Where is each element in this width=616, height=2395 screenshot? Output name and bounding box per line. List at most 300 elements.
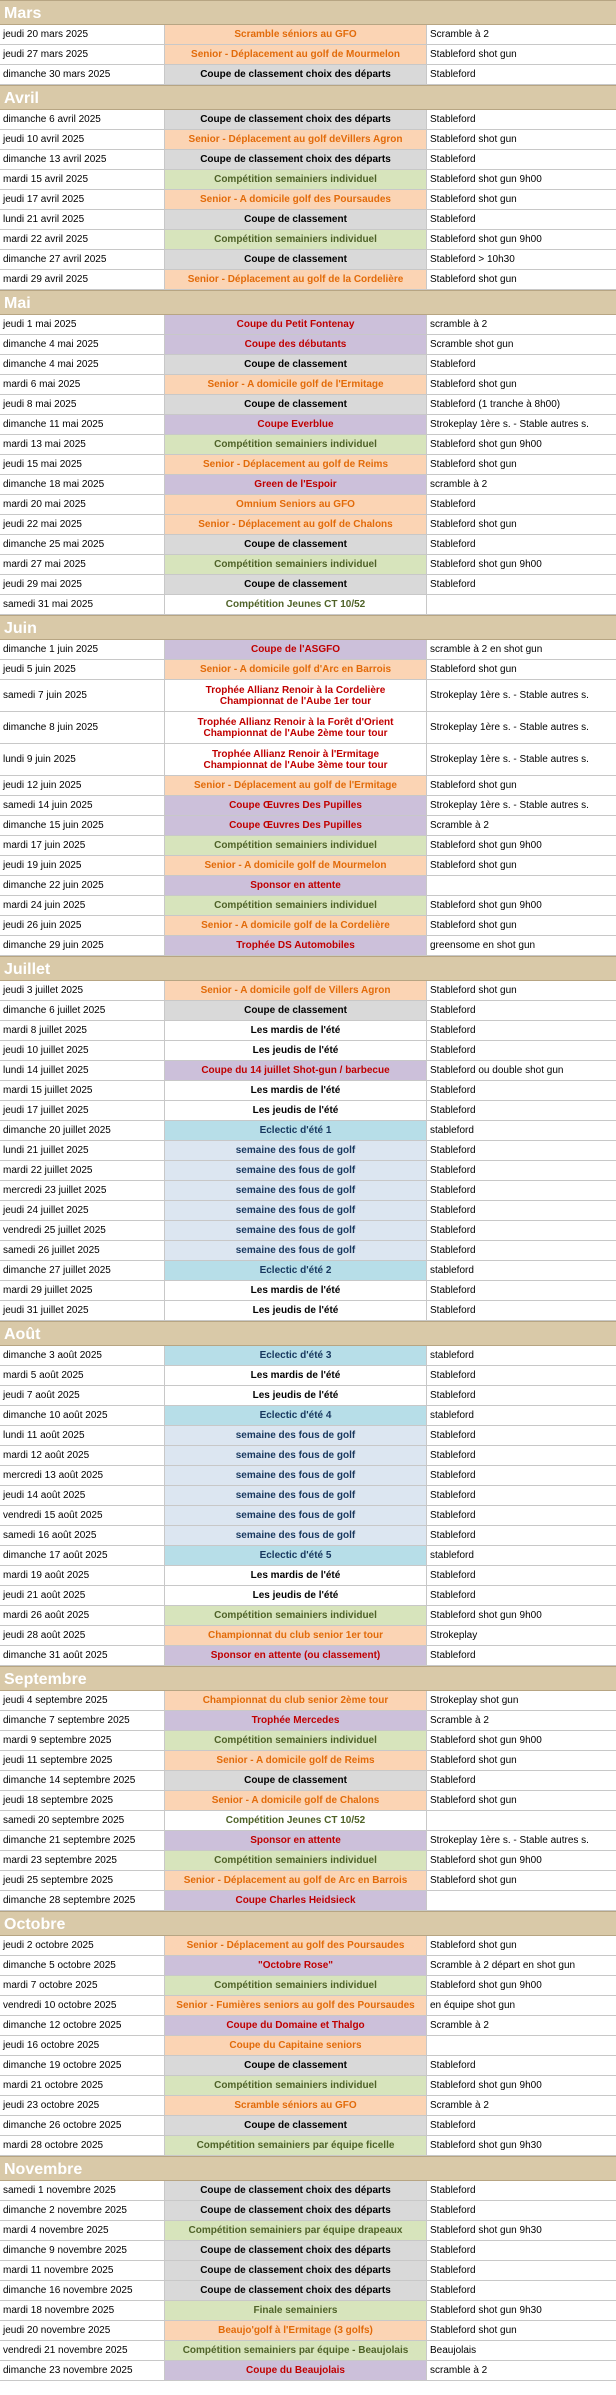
table-row bbox=[0, 2056, 616, 2076]
table-row bbox=[0, 1141, 616, 1161]
event-cell: Les mardis de l'été bbox=[165, 1366, 427, 1385]
event-cell: Les jeudis de l'été bbox=[165, 1041, 427, 1060]
table-row bbox=[0, 1061, 616, 1081]
date-cell: jeudi 20 mars 2025 bbox=[0, 25, 165, 44]
format-cell: Stableford shot gun bbox=[430, 194, 517, 205]
format-cell: Stableford shot gun 9h00 bbox=[430, 1610, 542, 1621]
date-cell: jeudi 25 septembre 2025 bbox=[0, 1871, 165, 1890]
date-cell: mardi 29 avril 2025 bbox=[0, 270, 165, 289]
event-cell: semaine des fous de golf bbox=[165, 1241, 427, 1260]
event-cell: semaine des fous de golf bbox=[165, 1201, 427, 1220]
event-line: Championnat de l'Aube 1er tour bbox=[219, 695, 372, 707]
table-row bbox=[0, 1891, 616, 1911]
date-cell: dimanche 18 mai 2025 bbox=[0, 475, 165, 494]
event-cell: Coupe de classement choix des départs bbox=[165, 150, 427, 169]
table-row bbox=[0, 1936, 616, 1956]
date-cell: jeudi 15 mai 2025 bbox=[0, 455, 165, 474]
month-header: Mars bbox=[0, 0, 616, 25]
event-cell: "Octobre Rose" bbox=[165, 1956, 427, 1975]
month-section bbox=[0, 956, 616, 1321]
format-cell: Stableford bbox=[430, 1370, 476, 1381]
event-cell: Coupe Œuvres Des Pupilles bbox=[165, 816, 427, 835]
format-cell: Stableford bbox=[430, 1225, 476, 1236]
event-cell: Coupe de classement bbox=[165, 2116, 427, 2135]
date-cell: dimanche 21 septembre 2025 bbox=[0, 1831, 165, 1850]
date-cell: dimanche 13 avril 2025 bbox=[0, 150, 165, 169]
event-cell: Compétition semainiers par équipe drapeaux bbox=[165, 2221, 427, 2240]
date-cell: dimanche 19 octobre 2025 bbox=[0, 2056, 165, 2075]
month-header: Octobre bbox=[0, 1911, 616, 1936]
table-row bbox=[0, 415, 616, 435]
date-cell: jeudi 23 octobre 2025 bbox=[0, 2096, 165, 2115]
format-cell: Stableford shot gun bbox=[430, 274, 517, 285]
format-cell: Stableford bbox=[430, 2120, 476, 2131]
format-cell: Stableford shot gun 9h30 bbox=[430, 2305, 542, 2316]
event-cell: semaine des fous de golf bbox=[165, 1526, 427, 1545]
event-cell: Coupe de classement bbox=[165, 575, 427, 594]
date-cell: vendredi 15 août 2025 bbox=[0, 1506, 165, 1525]
format-cell: stableford bbox=[430, 1265, 474, 1276]
table-row bbox=[0, 2116, 616, 2136]
table-row bbox=[0, 1426, 616, 1446]
format-cell: Beaujolais bbox=[430, 2345, 477, 2356]
table-row bbox=[0, 1546, 616, 1566]
table-row bbox=[0, 2341, 616, 2361]
event-cell: Senior - Fumières seniors au golf des Poursaudes bbox=[165, 1996, 427, 2015]
format-cell: Stableford bbox=[430, 1490, 476, 1501]
event-cell: Sponsor en attente bbox=[165, 876, 427, 895]
event-cell: Senior - A domicile golf des Poursaudes bbox=[165, 190, 427, 209]
event-cell: Les mardis de l'été bbox=[165, 1281, 427, 1300]
format-cell: Stableford shot gun bbox=[430, 780, 517, 791]
date-cell: mardi 18 novembre 2025 bbox=[0, 2301, 165, 2320]
date-cell: lundi 21 juillet 2025 bbox=[0, 1141, 165, 1160]
table-row bbox=[0, 25, 616, 45]
event-cell: Senior - A domicile golf de Chalons bbox=[165, 1791, 427, 1810]
format-cell: Stableford bbox=[430, 1145, 476, 1156]
table-row bbox=[0, 2016, 616, 2036]
format-cell: Stableford shot gun 9h00 bbox=[430, 840, 542, 851]
date-cell: dimanche 1 juin 2025 bbox=[0, 640, 165, 659]
date-cell: dimanche 16 novembre 2025 bbox=[0, 2281, 165, 2300]
format-cell: Stableford shot gun 9h00 bbox=[430, 1980, 542, 1991]
table-row bbox=[0, 2076, 616, 2096]
event-cell: Coupe de classement bbox=[165, 535, 427, 554]
event-cell: Les jeudis de l'été bbox=[165, 1301, 427, 1320]
event-cell: Compétition semainiers individuel bbox=[165, 836, 427, 855]
date-cell: dimanche 4 mai 2025 bbox=[0, 355, 165, 374]
event-cell: Coupe de classement bbox=[165, 250, 427, 269]
table-row bbox=[0, 660, 616, 680]
format-cell: Scramble à 2 bbox=[430, 2020, 489, 2031]
table-row bbox=[0, 1526, 616, 1546]
event-cell bbox=[165, 680, 427, 711]
event-cell: Senior - Déplacement au golf de Arc en Barrois bbox=[165, 1871, 427, 1890]
format-cell: Stableford bbox=[430, 1185, 476, 1196]
table-row bbox=[0, 435, 616, 455]
event-cell: Coupe de classement bbox=[165, 1771, 427, 1790]
event-cell: Coupe de classement choix des départs bbox=[165, 2281, 427, 2300]
date-cell: mardi 27 mai 2025 bbox=[0, 555, 165, 574]
month-section bbox=[0, 1911, 616, 2156]
date-cell: dimanche 6 avril 2025 bbox=[0, 110, 165, 129]
table-row bbox=[0, 230, 616, 250]
date-cell: dimanche 2 novembre 2025 bbox=[0, 2201, 165, 2220]
date-cell: mardi 28 octobre 2025 bbox=[0, 2136, 165, 2155]
table-row bbox=[0, 2361, 616, 2381]
event-cell: Compétition semainiers par équipe ficelle bbox=[165, 2136, 427, 2155]
date-cell: dimanche 29 juin 2025 bbox=[0, 936, 165, 955]
event-cell: semaine des fous de golf bbox=[165, 1221, 427, 1240]
table-row bbox=[0, 1566, 616, 1586]
format-cell: Stableford bbox=[430, 1085, 476, 1096]
date-cell: jeudi 10 juillet 2025 bbox=[0, 1041, 165, 1060]
date-cell: dimanche 15 juin 2025 bbox=[0, 816, 165, 835]
table-row bbox=[0, 1791, 616, 1811]
format-cell: Stableford shot gun bbox=[430, 379, 517, 390]
format-cell: Stableford shot gun bbox=[430, 519, 517, 530]
table-row bbox=[0, 1161, 616, 1181]
date-cell: dimanche 6 juillet 2025 bbox=[0, 1001, 165, 1020]
format-cell: Stableford bbox=[430, 1305, 476, 1316]
event-cell: Senior - A domicile golf de Villers Agron bbox=[165, 981, 427, 1000]
date-cell: samedi 1 novembre 2025 bbox=[0, 2181, 165, 2200]
table-row bbox=[0, 856, 616, 876]
event-cell: Coupe Œuvres Des Pupilles bbox=[165, 796, 427, 815]
format-cell: Scramble à 2 bbox=[430, 1715, 489, 1726]
table-row bbox=[0, 375, 616, 395]
table-row bbox=[0, 744, 616, 776]
event-cell: Compétition semainiers individuel bbox=[165, 2076, 427, 2095]
event-cell: Omnium Seniors au GFO bbox=[165, 495, 427, 514]
date-cell: lundi 11 août 2025 bbox=[0, 1426, 165, 1445]
event-cell: Finale semainiers bbox=[165, 2301, 427, 2320]
event-cell: semaine des fous de golf bbox=[165, 1141, 427, 1160]
date-cell: mardi 13 mai 2025 bbox=[0, 435, 165, 454]
table-row bbox=[0, 2321, 616, 2341]
date-cell: dimanche 5 octobre 2025 bbox=[0, 1956, 165, 1975]
format-cell: Stableford bbox=[430, 114, 476, 125]
table-row bbox=[0, 535, 616, 555]
month-header: Juillet bbox=[0, 956, 616, 981]
event-cell: Senior - Déplacement au golf de Mourmelon bbox=[165, 45, 427, 64]
table-row bbox=[0, 1121, 616, 1141]
month-header: Septembre bbox=[0, 1666, 616, 1691]
format-cell: Stableford bbox=[430, 2265, 476, 2276]
table-row bbox=[0, 1851, 616, 1871]
format-cell: Stableford shot gun bbox=[430, 459, 517, 470]
format-cell: Stableford bbox=[430, 1245, 476, 1256]
table-row bbox=[0, 45, 616, 65]
format-cell bbox=[427, 876, 616, 895]
table-row bbox=[0, 1466, 616, 1486]
event-line: Trophée Allianz Renoir à l'Ermitage bbox=[211, 748, 380, 760]
month-header: Novembre bbox=[0, 2156, 616, 2181]
table-row bbox=[0, 1446, 616, 1466]
date-cell: dimanche 3 août 2025 bbox=[0, 1346, 165, 1365]
format-cell: Stableford shot gun bbox=[430, 49, 517, 60]
format-cell: Stableford bbox=[430, 1430, 476, 1441]
date-cell: dimanche 7 septembre 2025 bbox=[0, 1711, 165, 1730]
table-row bbox=[0, 2096, 616, 2116]
format-cell bbox=[427, 1811, 616, 1830]
table-row bbox=[0, 1486, 616, 1506]
date-cell: jeudi 4 septembre 2025 bbox=[0, 1691, 165, 1710]
event-cell: Green de l'Espoir bbox=[165, 475, 427, 494]
format-cell: Stableford bbox=[430, 1650, 476, 1661]
table-row bbox=[0, 2261, 616, 2281]
event-cell: Eclectic d'été 5 bbox=[165, 1546, 427, 1565]
event-cell: semaine des fous de golf bbox=[165, 1426, 427, 1445]
date-cell: mardi 20 mai 2025 bbox=[0, 495, 165, 514]
date-cell: vendredi 25 juillet 2025 bbox=[0, 1221, 165, 1240]
date-cell: mardi 26 août 2025 bbox=[0, 1606, 165, 1625]
table-row bbox=[0, 2221, 616, 2241]
table-row bbox=[0, 1811, 616, 1831]
event-cell: Coupe de classement bbox=[165, 210, 427, 229]
date-cell: mardi 24 juin 2025 bbox=[0, 896, 165, 915]
table-row bbox=[0, 1001, 616, 1021]
event-cell: Les mardis de l'été bbox=[165, 1081, 427, 1100]
table-row bbox=[0, 475, 616, 495]
table-row bbox=[0, 2201, 616, 2221]
table-row bbox=[0, 1281, 616, 1301]
format-cell: Strokeplay 1ère s. - Stable autres s. bbox=[430, 754, 589, 765]
table-row bbox=[0, 680, 616, 712]
format-cell: Stableford shot gun 9h30 bbox=[430, 2225, 542, 2236]
event-line: Trophée Allianz Renoir à la Forêt d'Orient bbox=[197, 716, 394, 728]
event-cell: Senior - Déplacement au golf de Reims bbox=[165, 455, 427, 474]
table-row bbox=[0, 110, 616, 130]
format-cell: en équipe shot gun bbox=[430, 2000, 516, 2011]
date-cell: dimanche 8 juin 2025 bbox=[0, 712, 165, 743]
table-row bbox=[0, 455, 616, 475]
date-cell: dimanche 11 mai 2025 bbox=[0, 415, 165, 434]
date-cell: lundi 21 avril 2025 bbox=[0, 210, 165, 229]
month-section bbox=[0, 0, 616, 85]
event-line: Championnat de l'Aube 2ème tour tour bbox=[203, 727, 388, 739]
date-cell: dimanche 20 juillet 2025 bbox=[0, 1121, 165, 1140]
date-cell: jeudi 16 octobre 2025 bbox=[0, 2036, 165, 2055]
table-row bbox=[0, 2036, 616, 2056]
format-cell: Stableford bbox=[430, 2285, 476, 2296]
date-cell: jeudi 12 juin 2025 bbox=[0, 776, 165, 795]
table-row bbox=[0, 876, 616, 896]
date-cell: jeudi 27 mars 2025 bbox=[0, 45, 165, 64]
event-cell bbox=[165, 744, 427, 775]
format-cell: Stableford bbox=[430, 1450, 476, 1461]
event-cell: Coupe de classement choix des départs bbox=[165, 2181, 427, 2200]
date-cell: mardi 29 juillet 2025 bbox=[0, 1281, 165, 1300]
format-cell: greensome en shot gun bbox=[430, 940, 536, 951]
table-row bbox=[0, 315, 616, 335]
format-cell: stableford bbox=[430, 1350, 474, 1361]
date-cell: samedi 31 mai 2025 bbox=[0, 595, 165, 614]
event-cell: Senior - A domicile golf d'Arc en Barrois bbox=[165, 660, 427, 679]
format-cell: Scramble à 2 bbox=[430, 820, 489, 831]
table-row bbox=[0, 1406, 616, 1426]
format-cell: Stableford bbox=[430, 69, 476, 80]
date-cell: jeudi 22 mai 2025 bbox=[0, 515, 165, 534]
event-line: Trophée Allianz Renoir à la Cordelière bbox=[205, 684, 386, 696]
event-cell: Coupe du Beaujolais bbox=[165, 2361, 427, 2380]
event-cell: Coupe du Domaine et Thalgo bbox=[165, 2016, 427, 2035]
date-cell: dimanche 12 octobre 2025 bbox=[0, 2016, 165, 2035]
event-cell: semaine des fous de golf bbox=[165, 1161, 427, 1180]
format-cell: Stableford bbox=[430, 1390, 476, 1401]
format-cell: Strokeplay 1ère s. - Stable autres s. bbox=[430, 1835, 589, 1846]
date-cell: dimanche 23 novembre 2025 bbox=[0, 2361, 165, 2380]
table-row bbox=[0, 1626, 616, 1646]
table-row bbox=[0, 1956, 616, 1976]
format-cell: Stableford > 10h30 bbox=[430, 254, 515, 265]
date-cell: jeudi 10 avril 2025 bbox=[0, 130, 165, 149]
date-cell: samedi 7 juin 2025 bbox=[0, 680, 165, 711]
table-row bbox=[0, 250, 616, 270]
event-cell bbox=[165, 712, 427, 743]
date-cell: mardi 15 juillet 2025 bbox=[0, 1081, 165, 1100]
date-cell: jeudi 2 octobre 2025 bbox=[0, 1936, 165, 1955]
event-cell: Coupe du Capitaine seniors bbox=[165, 2036, 427, 2055]
event-cell: Scramble séniors au GFO bbox=[165, 2096, 427, 2115]
date-cell: jeudi 5 juin 2025 bbox=[0, 660, 165, 679]
format-cell: Stableford shot gun 9h00 bbox=[430, 439, 542, 450]
format-cell: Stableford shot gun 9h00 bbox=[430, 900, 542, 911]
table-row bbox=[0, 776, 616, 796]
date-cell: jeudi 28 août 2025 bbox=[0, 1626, 165, 1645]
table-row bbox=[0, 1691, 616, 1711]
format-cell bbox=[427, 1891, 616, 1910]
event-cell: Les mardis de l'été bbox=[165, 1021, 427, 1040]
format-cell: Stableford bbox=[430, 1470, 476, 1481]
month-section bbox=[0, 615, 616, 956]
format-cell: Stableford bbox=[430, 1165, 476, 1176]
table-row bbox=[0, 1871, 616, 1891]
format-cell: Stableford bbox=[430, 359, 476, 370]
event-cell: Senior - Déplacement au golf de Chalons bbox=[165, 515, 427, 534]
format-cell: Stableford bbox=[430, 1005, 476, 1016]
format-cell: Stableford bbox=[430, 1285, 476, 1296]
date-cell: samedi 20 septembre 2025 bbox=[0, 1811, 165, 1830]
format-cell: Strokeplay 1ère s. - Stable autres s. bbox=[430, 722, 589, 733]
table-row bbox=[0, 1586, 616, 1606]
date-cell: mardi 23 septembre 2025 bbox=[0, 1851, 165, 1870]
format-cell: Stableford bbox=[430, 2060, 476, 2071]
format-cell: Scramble shot gun bbox=[430, 339, 514, 350]
table-row bbox=[0, 575, 616, 595]
date-cell: jeudi 18 septembre 2025 bbox=[0, 1791, 165, 1810]
table-row bbox=[0, 1201, 616, 1221]
table-row bbox=[0, 2181, 616, 2201]
event-cell: Coupe de l'ASGFO bbox=[165, 640, 427, 659]
event-cell: Compétition semainiers individuel bbox=[165, 896, 427, 915]
date-cell: jeudi 14 août 2025 bbox=[0, 1486, 165, 1505]
table-row bbox=[0, 515, 616, 535]
format-cell: Stableford shot gun bbox=[430, 860, 517, 871]
format-cell: scramble à 2 bbox=[430, 2365, 488, 2376]
table-row bbox=[0, 712, 616, 744]
event-cell: semaine des fous de golf bbox=[165, 1446, 427, 1465]
event-cell: Coupe du Petit Fontenay bbox=[165, 315, 427, 334]
table-row bbox=[0, 1751, 616, 1771]
event-cell: Senior - Déplacement au golf des Poursaudes bbox=[165, 1936, 427, 1955]
month-section bbox=[0, 2156, 616, 2381]
format-cell: stableford bbox=[430, 1125, 474, 1136]
event-cell: Coupe des débutants bbox=[165, 335, 427, 354]
event-cell: semaine des fous de golf bbox=[165, 1181, 427, 1200]
event-cell: Coupe de classement choix des départs bbox=[165, 65, 427, 84]
date-cell: jeudi 24 juillet 2025 bbox=[0, 1201, 165, 1220]
table-row bbox=[0, 1996, 616, 2016]
table-row bbox=[0, 936, 616, 956]
format-cell: Stableford bbox=[430, 214, 476, 225]
date-cell: jeudi 20 novembre 2025 bbox=[0, 2321, 165, 2340]
date-cell: mardi 22 juillet 2025 bbox=[0, 1161, 165, 1180]
month-section bbox=[0, 1666, 616, 1911]
format-cell: Stableford shot gun 9h30 bbox=[430, 2140, 542, 2151]
format-cell: Stableford shot gun 9h00 bbox=[430, 1855, 542, 1866]
event-cell: Compétition Jeunes CT 10/52 bbox=[165, 1811, 427, 1830]
event-cell: Eclectic d'été 3 bbox=[165, 1346, 427, 1365]
event-cell: Compétition semainiers individuel bbox=[165, 1731, 427, 1750]
event-cell: Championnat du club senior 1er tour bbox=[165, 1626, 427, 1645]
event-cell: Eclectic d'été 1 bbox=[165, 1121, 427, 1140]
table-row bbox=[0, 1346, 616, 1366]
table-row bbox=[0, 796, 616, 816]
date-cell: samedi 14 juin 2025 bbox=[0, 796, 165, 815]
table-row bbox=[0, 1831, 616, 1851]
date-cell: mardi 8 juillet 2025 bbox=[0, 1021, 165, 1040]
format-cell: Stableford bbox=[430, 1530, 476, 1541]
event-cell: Eclectic d'été 2 bbox=[165, 1261, 427, 1280]
format-cell: scramble à 2 bbox=[430, 479, 488, 490]
event-cell: Senior - A domicile golf de Mourmelon bbox=[165, 856, 427, 875]
date-cell: mardi 15 avril 2025 bbox=[0, 170, 165, 189]
event-cell: Coupe de classement bbox=[165, 2056, 427, 2075]
table-row bbox=[0, 1771, 616, 1791]
format-cell: Stableford shot gun bbox=[430, 1795, 517, 1806]
table-row bbox=[0, 1181, 616, 1201]
date-cell: jeudi 7 août 2025 bbox=[0, 1386, 165, 1405]
event-cell: Compétition semainiers individuel bbox=[165, 1976, 427, 1995]
format-cell: scramble à 2 en shot gun bbox=[430, 644, 543, 655]
table-row bbox=[0, 1366, 616, 1386]
month-section bbox=[0, 85, 616, 290]
format-cell: Strokeplay bbox=[430, 1630, 478, 1641]
table-row bbox=[0, 1101, 616, 1121]
format-cell: Stableford bbox=[430, 2205, 476, 2216]
format-cell: Stableford bbox=[430, 1045, 476, 1056]
date-cell: mercredi 13 août 2025 bbox=[0, 1466, 165, 1485]
table-row bbox=[0, 2281, 616, 2301]
date-cell: dimanche 28 septembre 2025 bbox=[0, 1891, 165, 1910]
event-cell: Scramble séniors au GFO bbox=[165, 25, 427, 44]
table-row bbox=[0, 1731, 616, 1751]
event-cell: semaine des fous de golf bbox=[165, 1486, 427, 1505]
format-cell: Strokeplay 1ère s. - Stable autres s. bbox=[430, 419, 589, 430]
event-cell: semaine des fous de golf bbox=[165, 1506, 427, 1525]
event-cell: Compétition semainiers par équipe - Beaujolais bbox=[165, 2341, 427, 2360]
event-cell: Senior - A domicile golf de la Cordelière bbox=[165, 916, 427, 935]
table-row bbox=[0, 355, 616, 375]
event-cell: Senior - A domicile golf de l'Ermitage bbox=[165, 375, 427, 394]
date-cell: jeudi 29 mai 2025 bbox=[0, 575, 165, 594]
event-cell: Les mardis de l'été bbox=[165, 1566, 427, 1585]
table-row bbox=[0, 816, 616, 836]
event-cell: Les jeudis de l'été bbox=[165, 1586, 427, 1605]
format-cell: Stableford bbox=[430, 1025, 476, 1036]
table-row bbox=[0, 335, 616, 355]
